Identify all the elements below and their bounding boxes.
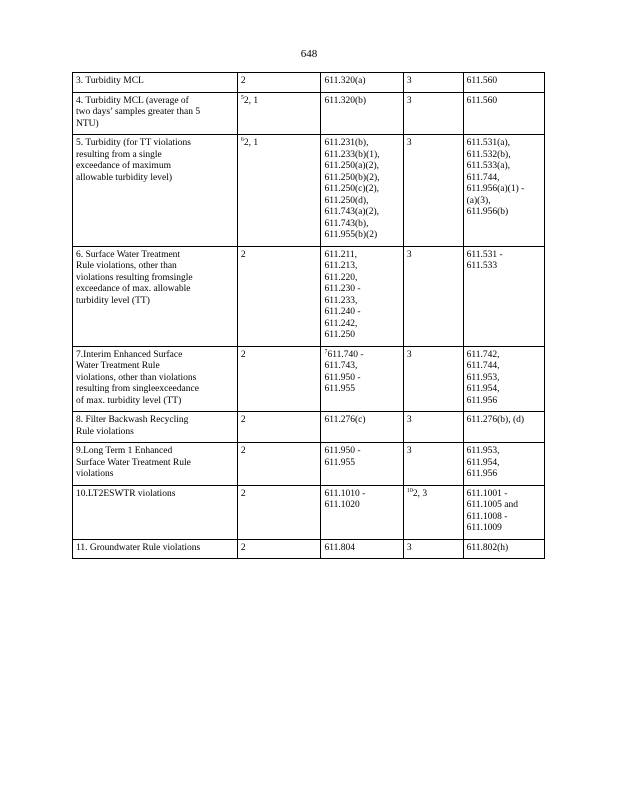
violation-description: 11. Groundwater Rule violations bbox=[73, 539, 238, 559]
footnote-marker: 5 bbox=[240, 94, 244, 101]
notice-tier-cell bbox=[403, 412, 463, 443]
tier-value: 2 bbox=[240, 488, 246, 499]
section-value: 611.804 bbox=[324, 542, 355, 553]
table-row bbox=[73, 539, 545, 559]
violation-description: 7.Interim Enhanced Surface Water Treatment Rule violations, other than violations resulting from singleexceedance of max. turbidity level (TT) bbox=[73, 346, 238, 412]
notice-tier-value: 3 bbox=[406, 542, 412, 553]
citation-cell: 611.560 bbox=[463, 73, 544, 93]
section-cell bbox=[321, 73, 403, 93]
notice-tier-value: 3 bbox=[406, 95, 412, 106]
citation-cell: 611.953, 611.954, 611.956 bbox=[463, 443, 544, 486]
citation-cell: 611.276(b), (d) bbox=[463, 412, 544, 443]
section-cell bbox=[321, 135, 403, 247]
tier-cell bbox=[237, 92, 321, 135]
table-row bbox=[73, 92, 545, 135]
violation-description: 8. Filter Backwash Recycling Rule violations bbox=[73, 412, 238, 443]
notice-tier-value: 3 bbox=[406, 415, 412, 425]
violation-description: 4. Turbidity MCL (average of two days’ samples greater than 5 NTU) bbox=[73, 92, 238, 135]
tier-cell bbox=[237, 539, 321, 559]
tier-cell bbox=[237, 485, 321, 539]
citation-cell: 611.531 - 611.533 bbox=[463, 246, 544, 346]
notice-tier-value: 3 bbox=[406, 349, 412, 360]
section-cell bbox=[321, 412, 403, 443]
notice-tier-cell bbox=[403, 92, 463, 135]
section-cell bbox=[321, 246, 403, 346]
table-row bbox=[73, 412, 545, 443]
table-row bbox=[73, 246, 545, 346]
notice-tier-cell bbox=[403, 135, 463, 247]
citation-cell: 611.560 bbox=[463, 92, 544, 135]
section-value: 611.1010 - 611.1020 bbox=[324, 488, 366, 510]
tier-value: 2, 1 bbox=[243, 138, 259, 148]
section-value: 611.211, 611.213, 611.220, 611.230 - 611.233, 611.240 - 611.242, 611.250 bbox=[324, 249, 361, 340]
violation-description: 5. Turbidity (for TT violations resulting from a single exceedance of maximum allowable turbidity level) bbox=[73, 135, 238, 247]
footnote-marker: 7 bbox=[324, 348, 328, 355]
section-value: 611.950 - 611.955 bbox=[324, 446, 361, 468]
citation-cell: 611.1001 - 611.1005 and 611.1008 - 611.1009 bbox=[463, 485, 544, 539]
table-row bbox=[73, 346, 545, 412]
tier-cell bbox=[237, 346, 321, 412]
tier-cell bbox=[237, 412, 321, 443]
violations-table bbox=[72, 72, 545, 559]
notice-tier-value: 2, 3 bbox=[412, 488, 428, 499]
notice-tier-value: 3 bbox=[406, 76, 412, 86]
citation-cell: 611.531(a), 611.532(b), 611.533(a), 611.744, 611.956(a)(1) - (a)(3), 611.956(b) bbox=[463, 135, 544, 247]
tier-cell bbox=[237, 246, 321, 346]
section-cell bbox=[321, 539, 403, 559]
tier-cell bbox=[237, 73, 321, 93]
section-value: 611.320(a) bbox=[324, 76, 366, 86]
tier-value: 2, 1 bbox=[243, 95, 259, 106]
violation-description: 6. Surface Water Treatment Rule violations, other than violations resulting fromsingle exceedance of max. allowable turbidity level (TT) bbox=[73, 246, 238, 346]
tier-cell bbox=[237, 135, 321, 247]
section-value: 611.740 - 611.743, 611.950 - 611.955 bbox=[324, 349, 364, 394]
notice-tier-cell bbox=[403, 539, 463, 559]
footnote-marker: 10 bbox=[406, 487, 413, 494]
tier-value: 2 bbox=[240, 415, 246, 425]
tier-cell bbox=[237, 443, 321, 486]
citation-cell: 611.802(h) bbox=[463, 539, 544, 559]
tier-value: 2 bbox=[240, 446, 246, 456]
notice-tier-cell bbox=[403, 443, 463, 486]
page-number: 648 bbox=[300, 48, 318, 60]
violation-description: 9.Long Term 1 Enhanced Surface Water Treatment Rule violations bbox=[73, 443, 238, 486]
notice-tier-value: 3 bbox=[406, 446, 412, 456]
citation-cell: 611.742, 611.744, 611.953, 611.954, 611.956 bbox=[463, 346, 544, 412]
section-cell bbox=[321, 443, 403, 486]
violation-description: 10.LT2ESWTR violations bbox=[73, 485, 238, 539]
table-row bbox=[73, 485, 545, 539]
section-value: 611.320(b) bbox=[324, 95, 367, 106]
tier-value: 2 bbox=[240, 76, 246, 86]
notice-tier-cell bbox=[403, 246, 463, 346]
section-cell bbox=[321, 485, 403, 539]
section-value: 611.276(c) bbox=[324, 415, 366, 425]
footnote-marker: 6 bbox=[240, 136, 244, 143]
notice-tier-cell bbox=[403, 73, 463, 93]
notice-tier-value: 3 bbox=[406, 138, 412, 148]
violation-description: 3. Turbidity MCL bbox=[73, 73, 238, 93]
tier-value: 2 bbox=[240, 249, 246, 260]
notice-tier-value: 3 bbox=[406, 249, 412, 260]
notice-tier-cell bbox=[403, 346, 463, 412]
tier-value: 2 bbox=[240, 542, 246, 553]
section-value: 611.231(b), 611.233(b)(1), 611.250(a)(2), 611.250(b)(2), 611.250(c)(2), 611.250(d), 611.743(a)(2), 611.743(b), 611.955(b)(2) bbox=[324, 138, 380, 240]
table-row bbox=[73, 443, 545, 486]
tier-value: 2 bbox=[240, 349, 246, 360]
notice-tier-cell bbox=[403, 485, 463, 539]
section-cell bbox=[321, 92, 403, 135]
section-cell bbox=[321, 346, 403, 412]
table-row bbox=[73, 73, 545, 93]
table-row bbox=[73, 135, 545, 247]
